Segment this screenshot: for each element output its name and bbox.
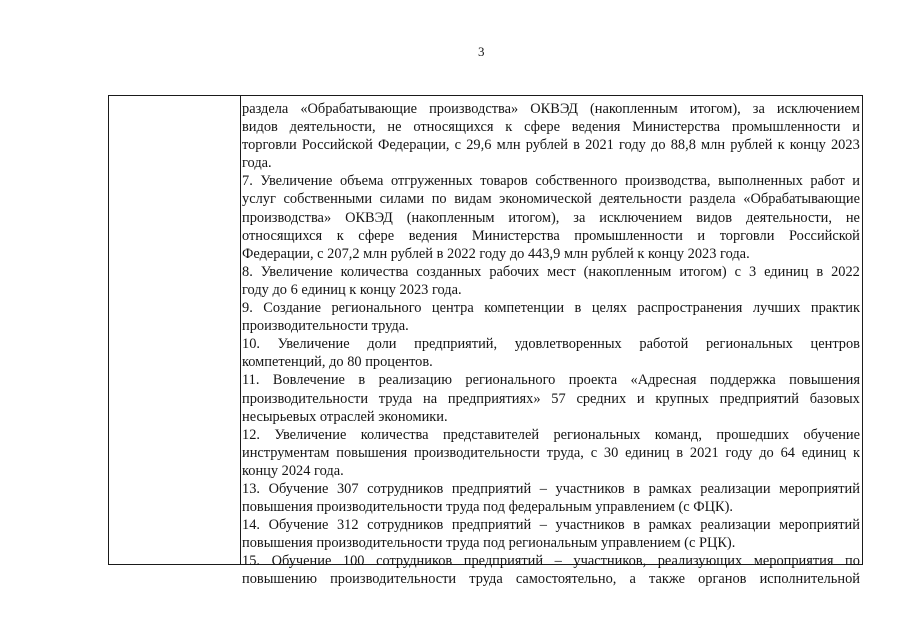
- word: представителей: [442, 426, 540, 443]
- word: предприятий: [451, 480, 532, 497]
- word: Российской: [788, 227, 860, 244]
- word: и: [852, 119, 860, 136]
- word: 12.: [242, 426, 260, 443]
- word: участников: [555, 480, 625, 497]
- word: повышения: [242, 499, 317, 516]
- word: в: [633, 517, 641, 534]
- text-line: [242, 498, 860, 516]
- word: мероприятий: [779, 517, 860, 534]
- word: до: [651, 137, 666, 154]
- word: предприятий: [451, 517, 532, 534]
- word: 29,6: [466, 137, 492, 154]
- word: не: [845, 209, 860, 226]
- word: ОКВЭД: [345, 209, 393, 226]
- text-line: [242, 227, 860, 245]
- word: сфере: [524, 119, 560, 136]
- word: сотрудников: [367, 517, 444, 534]
- word: производительности: [242, 390, 369, 407]
- word: распространения: [637, 300, 743, 317]
- text-line: [242, 335, 860, 353]
- word: млн: [701, 137, 726, 154]
- word: Российской: [301, 137, 373, 154]
- word: видам: [454, 191, 492, 208]
- word: ведения: [571, 119, 621, 136]
- word: труда: [446, 535, 484, 552]
- word: (накопленным: [589, 101, 678, 117]
- word: под: [483, 535, 509, 552]
- word: 2022: [447, 245, 480, 262]
- word: регионального: [465, 372, 556, 389]
- word: итогом),: [508, 209, 560, 226]
- word: целях: [591, 300, 627, 317]
- word: к: [336, 227, 344, 244]
- word: Увеличение: [277, 336, 350, 353]
- word: рублей: [390, 245, 437, 262]
- word: крупных: [655, 390, 709, 407]
- word: повышения: [336, 444, 408, 461]
- word: году: [619, 137, 646, 154]
- word: концу: [242, 462, 282, 479]
- word: производства»: [429, 101, 519, 117]
- table-left-column: [109, 96, 241, 564]
- text-line: [242, 136, 860, 154]
- word: 2021: [689, 444, 719, 461]
- text-line: [242, 317, 860, 335]
- word: году: [479, 245, 510, 262]
- word: «Обрабатывающие: [300, 101, 418, 117]
- word: сфере: [358, 227, 395, 244]
- word: органов: [698, 571, 747, 588]
- word: силами: [379, 191, 425, 208]
- word: за: [752, 101, 765, 117]
- word: услуг: [242, 191, 276, 208]
- word: к: [637, 245, 648, 262]
- word: исполнительной: [759, 571, 860, 588]
- word: рублей: [525, 137, 568, 154]
- word: Федерации,: [242, 245, 318, 262]
- word: 7.: [242, 173, 253, 190]
- word: участников,: [573, 553, 647, 570]
- word: промышленности: [574, 227, 683, 244]
- word: с: [454, 137, 462, 154]
- text-line: [242, 408, 860, 426]
- word: Обучение: [271, 553, 332, 570]
- word: и: [636, 390, 645, 407]
- word: торговли: [242, 137, 297, 154]
- word: и: [852, 173, 860, 190]
- word: компетенций,: [242, 354, 330, 371]
- word: ОКВЭД: [530, 101, 578, 117]
- word: 3: [748, 263, 757, 280]
- word: созданных: [416, 263, 482, 280]
- word: самостоятельно,: [515, 571, 617, 588]
- word: 88,8: [670, 137, 696, 154]
- word: 80: [347, 354, 366, 371]
- word: 2021: [585, 137, 614, 154]
- word: сотрудников: [367, 480, 444, 497]
- word: до: [759, 444, 774, 461]
- word: экономики.: [378, 408, 448, 425]
- word: исключением: [776, 101, 860, 117]
- word: в: [676, 444, 684, 461]
- word: труда: [469, 571, 503, 588]
- word: региональных: [553, 426, 641, 443]
- word: Федерации,: [377, 137, 450, 154]
- word: доли: [367, 336, 397, 353]
- word: по: [845, 553, 860, 570]
- word: федеральным: [508, 499, 596, 516]
- word: 10.: [242, 336, 260, 353]
- word: –: [539, 517, 547, 534]
- word: «Адресная: [630, 372, 697, 389]
- word: с: [317, 245, 328, 262]
- word: процентов.: [365, 354, 433, 371]
- word: реализацию: [378, 372, 452, 389]
- word: до: [329, 354, 348, 371]
- text-line: [242, 118, 860, 136]
- text-line: [242, 516, 860, 534]
- word: удовлетворенных: [514, 336, 622, 353]
- word: труда: [446, 499, 484, 516]
- word: торговли: [719, 227, 775, 244]
- word: выполненных: [718, 173, 803, 190]
- word: к: [349, 281, 360, 298]
- word: несырьевых: [242, 408, 320, 425]
- word: объема: [339, 173, 384, 190]
- word: 30: [603, 444, 619, 461]
- word: мест: [547, 263, 576, 280]
- word: 9.: [242, 300, 253, 317]
- word: концу: [647, 245, 688, 262]
- text-line: [242, 281, 860, 299]
- text-line: [242, 245, 860, 263]
- word: (с: [678, 499, 694, 516]
- text-line: [242, 371, 860, 389]
- word: рамках: [648, 480, 692, 497]
- word: работой: [639, 336, 689, 353]
- word: исключением: [599, 209, 683, 226]
- word: практик: [810, 300, 860, 317]
- word: за: [573, 209, 586, 226]
- word: в: [573, 137, 580, 154]
- word: реализующих: [657, 553, 743, 570]
- word: Министерства: [632, 119, 721, 136]
- word: производительности: [242, 318, 372, 335]
- word: повышения: [242, 535, 317, 552]
- word: инструментам: [242, 444, 330, 461]
- text-line: [242, 480, 860, 498]
- word: с: [590, 444, 598, 461]
- word: рублей: [730, 137, 773, 154]
- word: центра: [431, 300, 474, 317]
- word: году: [242, 281, 273, 298]
- word: 2023: [830, 137, 860, 154]
- word: проекта: [568, 372, 618, 389]
- word: с: [734, 263, 742, 280]
- word: производительности: [316, 535, 447, 552]
- word: 14.: [242, 517, 260, 534]
- word: концу: [789, 137, 826, 154]
- word: до: [509, 245, 528, 262]
- word: также: [648, 571, 685, 588]
- text-line: [242, 190, 860, 208]
- word: млн: [563, 245, 592, 262]
- word: по: [431, 191, 447, 208]
- word: 15.: [242, 553, 260, 570]
- word: не: [387, 119, 402, 136]
- word: предприятиях»: [447, 390, 541, 407]
- word: отгруженных: [390, 173, 473, 190]
- word: –: [554, 553, 562, 570]
- word: регионального: [331, 300, 422, 317]
- word: в: [816, 263, 824, 280]
- text-line: [242, 353, 860, 371]
- word: под: [483, 499, 509, 516]
- word: компетенции: [484, 300, 565, 317]
- word: на: [423, 390, 438, 407]
- document-table: [108, 95, 863, 588]
- text-line: [242, 444, 860, 462]
- word: итогом): [679, 263, 727, 280]
- word: повышению: [242, 571, 317, 588]
- word: в: [436, 245, 447, 262]
- word: реализации: [700, 480, 771, 497]
- word: региональным: [508, 535, 601, 552]
- word: Вовлечение: [272, 372, 345, 389]
- text-line: [242, 209, 860, 227]
- word: управлением: [595, 499, 679, 516]
- text-line: [242, 390, 860, 408]
- word: предприятий: [463, 553, 544, 570]
- word: единиц: [625, 444, 670, 461]
- word: 2023: [399, 281, 432, 298]
- text-line: [242, 299, 860, 317]
- word: Увеличение: [260, 263, 333, 280]
- word: (с: [684, 535, 699, 552]
- word: собственными: [283, 191, 373, 208]
- word: средних: [576, 390, 627, 407]
- word: работ: [810, 173, 845, 190]
- word: участников: [555, 517, 625, 534]
- word: Обучение: [268, 517, 329, 534]
- word: –: [539, 480, 547, 497]
- word: 11.: [242, 372, 260, 389]
- word: повышения: [789, 372, 860, 389]
- word: концу: [359, 281, 400, 298]
- word: Обучение: [268, 480, 329, 497]
- word: Министерства: [471, 227, 560, 244]
- word: единиц: [801, 444, 847, 461]
- word: а: [629, 571, 636, 588]
- word: Увеличение: [260, 173, 333, 190]
- word: 307: [336, 480, 359, 497]
- text-line: [242, 570, 860, 588]
- word: промышленности: [731, 119, 841, 136]
- word: Увеличение: [274, 426, 347, 443]
- word: предприятий: [719, 390, 799, 407]
- word: 13.: [242, 480, 260, 497]
- text-line: [242, 154, 860, 172]
- word: количества: [360, 426, 429, 443]
- word: 312: [336, 517, 359, 534]
- word: обучение: [803, 426, 860, 443]
- word: деятельности,: [289, 119, 376, 136]
- word: 6: [290, 281, 302, 298]
- word: «Обрабатывающие: [743, 191, 860, 208]
- word: году: [725, 444, 753, 461]
- word: к: [777, 137, 785, 154]
- text-line: [242, 534, 860, 552]
- word: базовых: [809, 390, 860, 407]
- word: единиц: [764, 263, 809, 280]
- table-text-column: [242, 100, 860, 588]
- word: количества: [340, 263, 409, 280]
- word: деятельности: [599, 191, 682, 208]
- word: экономической: [499, 191, 592, 208]
- word: производительности: [316, 499, 447, 516]
- word: труда.: [371, 318, 409, 335]
- word: труда: [378, 390, 413, 407]
- word: 2023: [687, 245, 721, 262]
- word: до: [272, 281, 291, 298]
- word: труда,: [546, 444, 584, 461]
- word: в: [633, 480, 641, 497]
- page-number: 3: [478, 44, 485, 59]
- text-line: [242, 263, 860, 281]
- word: 2024: [281, 462, 315, 479]
- word: производства,: [624, 173, 711, 190]
- word: производства»: [242, 209, 332, 226]
- word: к: [852, 444, 860, 461]
- word: деятельности,: [745, 209, 832, 226]
- text-line: [242, 172, 860, 190]
- word: производительности: [330, 571, 457, 588]
- word: прошедших: [716, 426, 790, 443]
- word: и: [697, 227, 706, 244]
- word: ведения: [408, 227, 458, 244]
- word: раздела: [242, 101, 289, 117]
- word: производительности: [413, 444, 540, 461]
- word: мероприятий: [779, 480, 860, 497]
- word: 207,2: [327, 245, 364, 262]
- word: (накопленным: [583, 263, 672, 280]
- word: лучших: [752, 300, 801, 317]
- word: итогом),: [689, 101, 741, 117]
- word: рамках: [648, 517, 692, 534]
- word: РЦК).: [698, 535, 736, 552]
- word: относящихся: [242, 227, 323, 244]
- word: года.: [314, 462, 344, 479]
- word: 57: [551, 390, 566, 407]
- word: млн: [363, 245, 391, 262]
- word: 2022: [831, 263, 860, 280]
- text-line: [242, 100, 860, 118]
- word: в: [358, 372, 366, 389]
- text-line: [242, 426, 860, 444]
- word: региональных: [705, 336, 793, 353]
- word: единиц: [301, 281, 350, 298]
- word: года.: [242, 155, 272, 172]
- word: относящихся: [413, 119, 494, 136]
- text-line: [242, 462, 860, 480]
- word: к: [505, 119, 513, 136]
- word: собственного: [535, 173, 618, 190]
- word: видов: [696, 209, 733, 226]
- word: в: [574, 300, 582, 317]
- word: видов: [242, 119, 278, 136]
- word: раздела: [689, 191, 736, 208]
- word: ФЦК).: [693, 499, 734, 516]
- word: управлением: [601, 535, 685, 552]
- word: (накопленным: [406, 209, 495, 226]
- word: 8.: [242, 263, 253, 280]
- word: поддержка: [709, 372, 776, 389]
- text-line: [242, 552, 860, 570]
- word: года.: [720, 245, 750, 262]
- word: сотрудников: [376, 553, 453, 570]
- word: 100: [342, 553, 365, 570]
- word: реализации: [700, 517, 771, 534]
- word: предприятий,: [414, 336, 498, 353]
- word: команд,: [654, 426, 702, 443]
- word: 443,9: [527, 245, 564, 262]
- word: рублей: [591, 245, 638, 262]
- word: товаров: [480, 173, 528, 190]
- word: года.: [431, 281, 462, 298]
- word: мероприятия: [753, 553, 834, 570]
- word: центров: [810, 336, 860, 353]
- word: рабочих: [489, 263, 540, 280]
- word: Создание: [263, 300, 321, 317]
- word: отраслей: [319, 408, 379, 425]
- word: 64: [780, 444, 795, 461]
- word: млн: [496, 137, 521, 154]
